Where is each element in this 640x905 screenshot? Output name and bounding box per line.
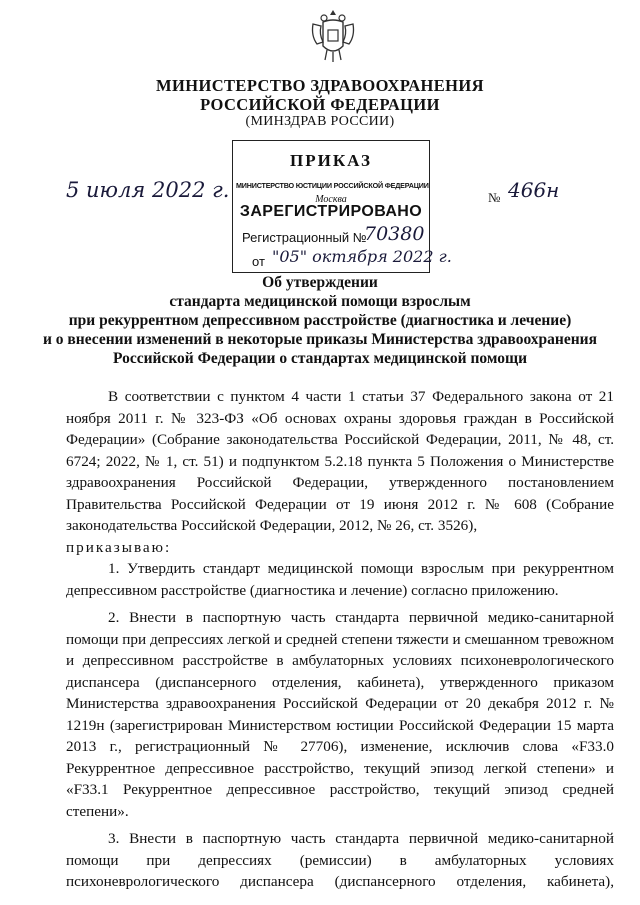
title-line1: Об утверждении: [262, 274, 378, 291]
stamp-reg-label: Регистрационный №: [242, 230, 367, 245]
ministry-abbrev: (МИНЗДРАВ РОССИИ): [245, 114, 395, 129]
order-date: 5 июля 2022 г.: [66, 178, 230, 202]
stamp-reg-date: "05" октября 2022 г.: [272, 247, 452, 266]
title-line2: стандарта медицинской помощи взрослым: [169, 293, 471, 310]
stamp-reg-number: 70380: [364, 223, 425, 245]
order-body: [66, 386, 614, 893]
title-line4: и о внесении изменений в некоторые приказы Министерства здравоохранения: [43, 331, 597, 348]
ministry-name-line2: РОССИЙСКОЙ ФЕДЕРАЦИИ: [200, 95, 440, 114]
stamp-registered: ЗАРЕГИСТРИРОВАНО: [239, 203, 423, 220]
item-1: 1. Утвердить стандарт медицинской помощи взрослым при рекуррентном депрессивном расстройстве (диагностика и лечение) согласно приложению.: [66, 560, 614, 599]
title-line3: при рекуррентном депрессивном расстройстве (диагностика и лечение): [68, 312, 572, 329]
stamp-ministry-justice: МИНИСТЕРСТВО ЮСТИЦИИ РОССИЙСКОЙ ФЕДЕРАЦИИ: [236, 181, 429, 190]
order-number: 466н: [508, 178, 560, 202]
preamble: В соответствии с пунктом 4 части 1 статьи 37 Федерального закона от 21 ноября 2011 г. № 323-ФЗ «Об основах охраны здоровья граждан в Российской Федерации» (Собрание законодательства Российской Федерации, 2011, № 48, ст. 6724; 2022, № 1, ст. 51) и подпунктом 5.2.18 пункта 5 Положения о Министерстве здравоохранения Российской Федерации, утвержденного постановлением Правительства Российской Федерации от 19 июня 2012 г. № 608 (Собрание законодательства Российской Федерации, 2012, № 26, ст. 3526),: [66, 388, 614, 534]
item-2: 2. Внести в паспортную часть стандарта первичной медико-санитарной помощи при депрессиях легкой и средней степени тяжести и смешанном тревожном и депрессивном расстройстве в амбулаторных условиях психоневрологического диспансера (диспансерного отделения, кабинета), утвержденного приказом Министерства здравоохранения Российской Федерации от 20 декабря 2012 г. № 1219н (зарегистрирован Министерством юстиции Российской Федерации 15 марта 2013 г., регистрационный № 27706), изменение, исключив слова «F33.0 Рекуррентное депрессивное расстройство, текущий эпизод легкой степени» и «F33.1 Рекуррентное депрессивное расстройство, текущий эпизод средней степени».: [66, 609, 614, 820]
doc-type: ПРИКАЗ: [290, 151, 372, 170]
order-word: приказываю:: [66, 538, 172, 556]
stamp-from-label: от: [252, 254, 265, 269]
coat-of-arms-icon: [307, 6, 359, 64]
item-3: 3. Внести в паспортную часть стандарта первичной медико-санитарной помощи при депрессиях (ремиссии) в амбулаторных условиях психоневрологического диспансера (диспансерного отделения, кабинета),: [66, 830, 614, 890]
title-line5: Российской Федерации о стандартах медицинской помощи: [113, 350, 527, 367]
city: Москва: [315, 194, 347, 205]
ministry-name-line1: МИНИСТЕРСТВО ЗДРАВООХРАНЕНИЯ: [156, 76, 484, 95]
order-number-prefix: №: [488, 190, 501, 205]
